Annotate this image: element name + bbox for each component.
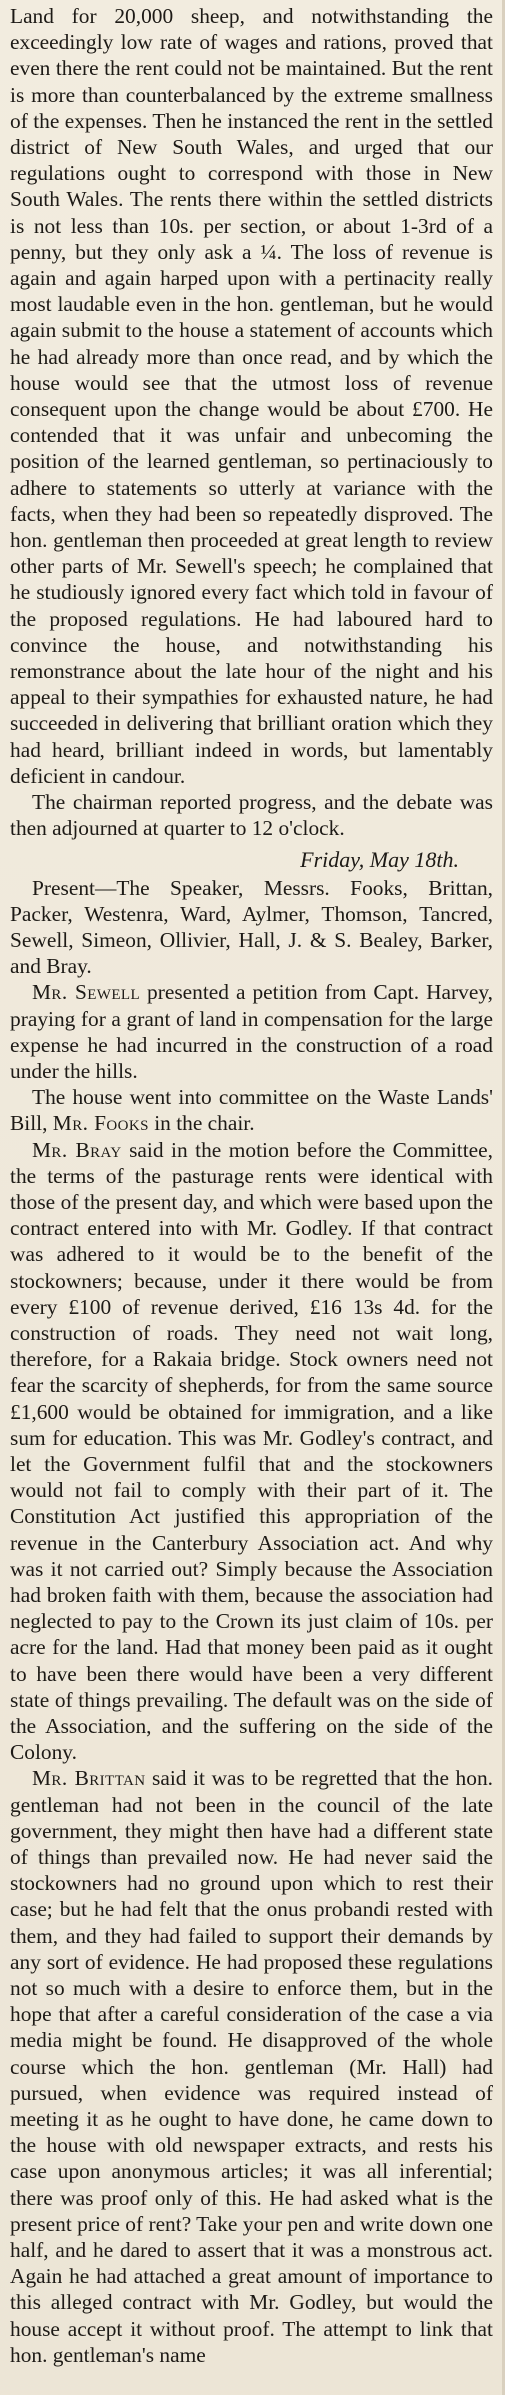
paragraph-bray-speech	[10, 1137, 493, 1766]
paragraph-text: in the chair.	[148, 1111, 255, 1136]
paragraph-text: presented a petition from Capt. Harvey, praying for a grant of land in compensation for the large expense he had incurred in the construction of a road under the hills.	[10, 980, 493, 1083]
paragraph-brittan-speech	[10, 1765, 493, 2368]
paragraph-sewell-petition	[10, 979, 493, 1084]
paragraph-committee	[10, 1084, 493, 1136]
dateline: Friday, May 18th.	[300, 846, 459, 872]
paragraph-text: said in the motion before the Committee, the terms of the pasturage rents were identical with those of the present day, and which were based upon the contract entered into with Mr. Godley. If that contract was adhered to it would be to the benefit of the stockowners; because, under it there would be from every £100 of revenue derived, £16 13s 4d. for the construction of roads. They need not wait long, therefore, for a Rakaia bridge. Stock owners need not fear the scarcity of shepherds, for from the same source £1,600 would be obtained for immigration, and a like sum for education. This was Mr. Godley's contract, and let the Government fulfil that and the stockowners would not fail to comply with their part of it. The Constitution Act justified this appropriation of the revenue in the Canterbury Association act. And why was it not carried out? Simply because the Association had broken faith with them, because the association had neglected to pay to the Crown its just claim of 10s. per acre for the land. Had that money been paid as it ought to have been there would have been a very different state of things prevailing. The default was on the side of the Association, and the suffering on the side of the Colony.	[10, 1137, 494, 1765]
speaker-name: Mr. Fooks	[52, 1111, 149, 1136]
paragraph-attendance: Present—The Speaker, Messrs. Fooks, Brittan, Packer, Westenra, Ward, Aylmer, Thomson, Tancred, Sewell, Simeon, Ollivier, Hall, J. & S. Bealey, Barker, and Bray.	[10, 875, 493, 979]
paragraph-hall-rebuttal: Land for 20,000 sheep, and notwithstanding the exceedingly low rate of wages and rations, proved that even there the rent could not be maintained. But the rent is more than counterbalanced by the extreme smallness of the expenses. Then he instanced the rent in the settled district of New South Wales, and urged that our regulations ought to correspond with those in New South Wales. The rents there within the settled districts is not less than 10s. per section, or about 1-3rd of a penny, but they only ask a ¼. The loss of revenue is again and again harped upon with a pertinacity really most laudable even in the hon. gentleman, but he would again submit to the house a statement of accounts which he had already more than once read, and by which the house would see that the utmost loss of revenue consequent upon the change would be about £700. He contended that it was unfair and unbecoming the position of the learned gentleman, so pertinaciously to adhere to statements so utterly at variance with the facts, when they had been so repeatedly disproved. The hon. gentleman then proceeded at great length to review other parts of Mr. Sewell's speech; he complained that he studiously ignored every fact which told in favour of the proposed regulations. He had laboured hard to convince the house, and notwithstanding his remonstrance about the late hour of the night and his appeal to their sympathies for exhausted nature, he had succeeded in delivering that brilliant oration which they had heard, brilliant indeed in words, but lamentably deficient in candour.	[10, 4, 493, 788]
paragraph-adjournment: The chairman reported progress, and the debate was then adjourned at quarter to 12 o'clock.	[10, 790, 493, 841]
speaker-name: Mr. Brittan	[32, 1766, 146, 1791]
speaker-name: Mr. Sewell	[32, 980, 141, 1005]
speaker-name: Mr. Bray	[32, 1137, 122, 1162]
paragraph-text: said it was to be regretted that the hon. gentleman had not been in the council of the late government, they might then have had a different state of things than prevailed now. He had never said the stockowners had no ground upon which to rest their case; but he had felt that the onus probandi rested with them, and they had failed to support their demands by any sort of evidence. He had proposed these regulations not so much with a desire to enforce them, but in the hope that after a careful consideration of the case a via media might be found. He disapproved of the whole course which the hon. gentleman (Mr. Hall) had pursued, when evidence was required instead of meeting it as he ought to have done, he came down to the house with old newspaper extracts, and rests his case upon anonymous articles; it was all inferential; there was proof only of this. He had asked what is the present price of rent? Take your pen and write down one half, and he dared to assert that it was a monstrous act. Again he had attached a great amount of importance to this alleged contract with Mr. Godley, but would the house accept it without proof. The attempt to link that hon. gentleman's name	[10, 1766, 493, 2367]
paragraph-text: The house went into committee on the Waste Lands' Bill,	[10, 1085, 493, 1136]
